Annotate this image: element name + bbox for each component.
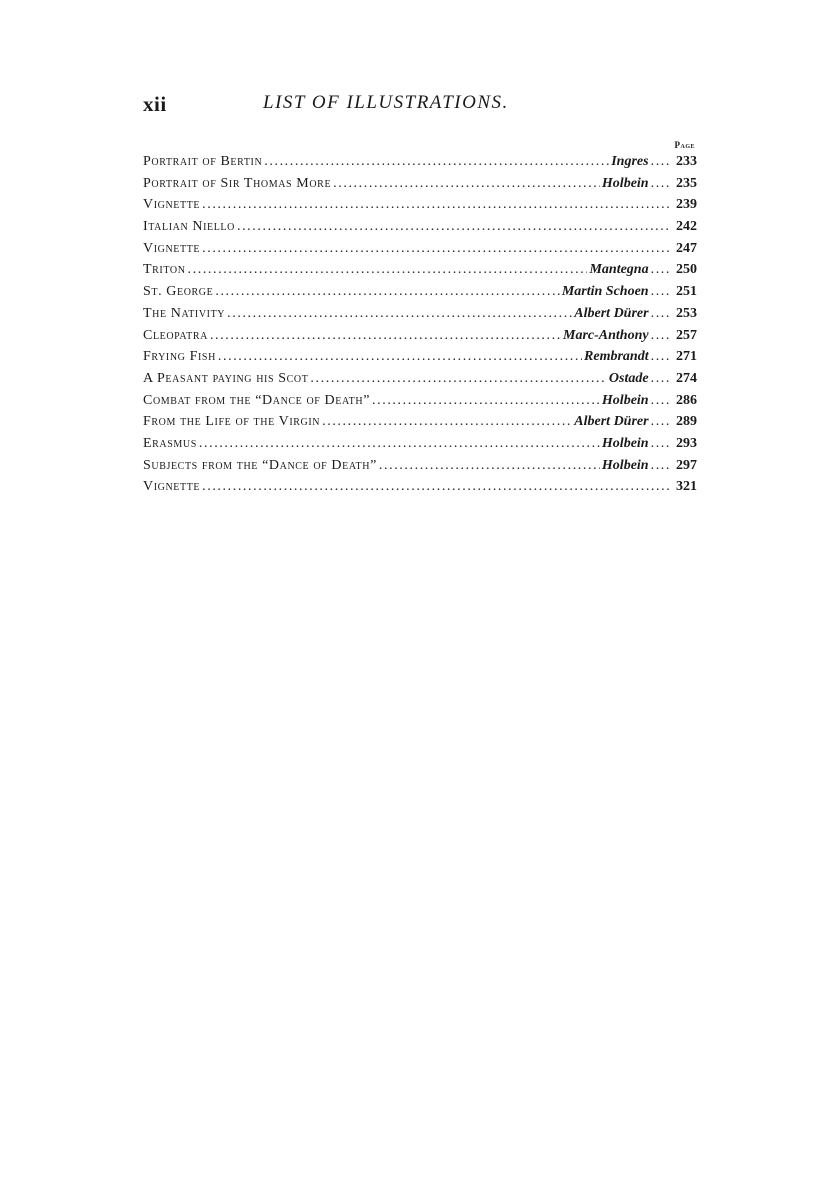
list-item	[143, 241, 697, 263]
entry-title: The Nativity	[143, 305, 226, 321]
dot-leader	[202, 479, 669, 495]
entry-page-number: 293	[676, 435, 697, 451]
list-item	[143, 328, 697, 350]
dot-leader-short: ....	[650, 262, 671, 278]
entry-title: St. George	[143, 284, 214, 300]
entry-page-number: 233	[676, 154, 697, 169]
entry-title: A Peasant paying his Scot	[143, 370, 309, 386]
entry-artist: Albert Dürer	[574, 414, 649, 430]
entry-artist: Ingres	[611, 154, 649, 169]
entry-artist: Holbein	[601, 392, 649, 408]
running-title: LIST OF ILLUSTRATIONS.	[263, 92, 509, 113]
entry-page-number: 242	[676, 219, 697, 235]
list-item	[143, 414, 697, 436]
entry-page-number: 297	[676, 457, 697, 473]
dot-leader-short: ....	[650, 457, 671, 473]
list-item	[143, 219, 697, 241]
dot-leader	[227, 306, 572, 322]
entry-title: Triton	[143, 262, 186, 278]
dot-leader-short: ....	[650, 175, 671, 191]
dot-leader-short: ....	[650, 349, 671, 365]
entry-artist: Holbein	[601, 175, 649, 191]
dot-leader	[379, 458, 600, 474]
entry-page-number: 239	[676, 197, 697, 213]
dot-leader	[218, 349, 582, 365]
list-item	[143, 371, 697, 393]
dot-leader	[264, 154, 609, 170]
dot-leader	[199, 436, 600, 452]
list-item	[143, 349, 697, 371]
list-item	[143, 393, 697, 415]
dot-leader-short: ....	[650, 392, 671, 408]
list-item	[143, 176, 697, 198]
dot-leader	[215, 284, 560, 300]
entry-title: From the Life of the Virgin	[143, 414, 321, 430]
dot-leader	[372, 393, 600, 409]
entry-artist: Albert Dürer	[574, 305, 649, 321]
entry-title: Cleopatra	[143, 327, 208, 343]
dot-leader	[237, 219, 669, 235]
running-head	[143, 92, 697, 122]
entry-title: Italian Niello	[143, 219, 235, 235]
list-item	[143, 436, 697, 458]
dot-leader	[202, 197, 669, 213]
entry-page-number: 235	[676, 175, 697, 191]
entry-page-number: 250	[676, 262, 697, 278]
page-column-label: Page	[674, 140, 695, 150]
illustrations-list	[143, 154, 697, 501]
dot-leader-short: ....	[650, 154, 671, 169]
entry-title: Portrait of Bertin	[143, 154, 263, 169]
dot-leader	[202, 241, 669, 257]
book-page	[143, 92, 697, 501]
entry-title: Subjects from the “Dance of Death”	[143, 457, 377, 473]
entry-title: Frying Fish	[143, 349, 216, 365]
list-item	[143, 262, 697, 284]
dot-leader-short: ....	[650, 305, 671, 321]
list-item	[143, 154, 697, 176]
entry-page-number: 321	[676, 479, 697, 495]
dot-leader	[188, 262, 588, 278]
dot-leader	[333, 176, 600, 192]
entry-artist: Marc-Anthony	[563, 327, 649, 343]
entry-page-number: 253	[676, 305, 697, 321]
entry-artist: Ostade	[608, 370, 649, 386]
entry-page-number: 271	[676, 349, 697, 365]
entry-title: Combat from the “Dance of Death”	[143, 392, 371, 408]
entry-page-number: 274	[676, 370, 697, 386]
list-item	[143, 458, 697, 480]
dot-leader-short: ....	[650, 284, 671, 300]
entry-title: Vignette	[143, 197, 201, 213]
entry-title: Vignette	[143, 240, 201, 256]
dot-leader	[310, 371, 607, 387]
entry-artist: Rembrandt	[584, 349, 649, 365]
entry-title: Vignette	[143, 479, 201, 495]
entry-artist: Holbein	[601, 435, 649, 451]
entry-page-number: 251	[676, 284, 697, 300]
dot-leader	[322, 414, 572, 430]
page-number: xii	[143, 92, 167, 116]
entry-title: Erasmus	[143, 435, 197, 451]
dot-leader-short: ....	[650, 327, 671, 343]
dot-leader-short: ....	[650, 435, 671, 451]
entry-title: Portrait of Sir Thomas More	[143, 175, 332, 191]
entry-artist: Holbein	[601, 457, 649, 473]
dot-leader	[210, 328, 561, 344]
entry-artist: Martin Schoen	[561, 284, 649, 300]
list-item	[143, 197, 697, 219]
entry-page-number: 286	[676, 392, 697, 408]
entry-page-number: 247	[676, 240, 697, 256]
entry-artist: Mantegna	[589, 262, 649, 278]
list-item	[143, 284, 697, 306]
list-item	[143, 479, 697, 501]
entry-page-number: 257	[676, 327, 697, 343]
dot-leader-short: ....	[650, 370, 671, 386]
dot-leader-short: ....	[650, 414, 671, 430]
list-item	[143, 306, 697, 328]
entry-page-number: 289	[676, 414, 697, 430]
